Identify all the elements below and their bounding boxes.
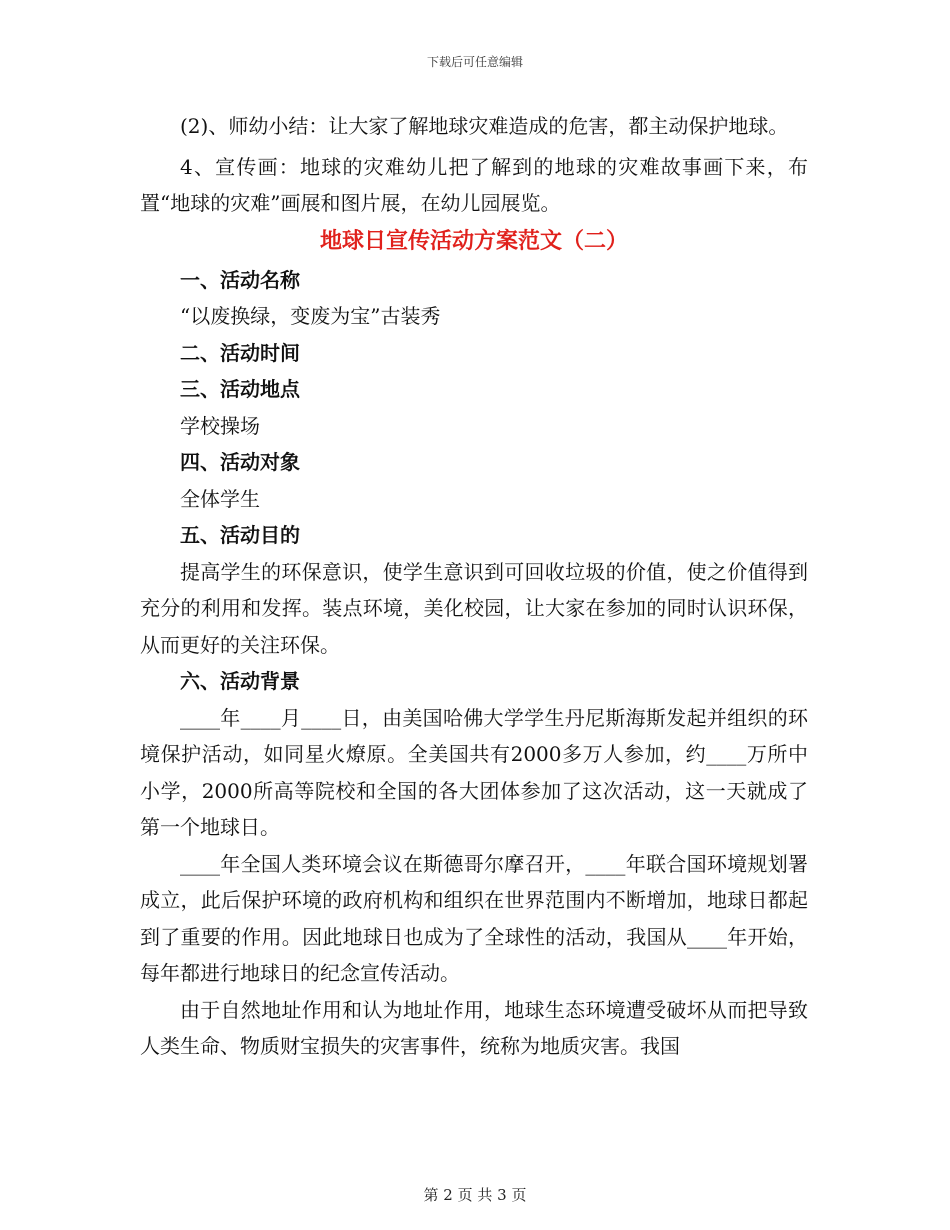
paragraph-summary: (2)、师幼小结：让大家了解地球灾难造成的危害，都主动保护地球。 (180, 114, 789, 138)
document-title: 地球日宣传活动方案范文（二） (319, 228, 628, 254)
background-paragraph-1: ____年____月____日，由美国哈佛大学学生丹尼斯海斯发起并组织的环境保护活动，如同星火燎原。全美国共有2000多万人参加，约____万所中小学，2000所高等院校和全国的各大团体参加了这次活动，这一天就成了第一个地球日。 (140, 705, 808, 839)
page-footer: 第 2 页 共 3 页 (423, 1186, 527, 1204)
background-paragraph-2: ____年全国人类环境会议在斯德哥尔摩召开，____年联合国环境规划署成立，此后保护环境的政府机构和组织在世界范围内不断增加，地球日都起到了重要的作用。因此地球日也成为了全球性的活动，我国从____年开始，每年都进行地球日的纪念宣传活动。 (140, 851, 808, 985)
section-heading-location: 三、活动地点 (180, 377, 300, 401)
section-heading-name: 一、活动名称 (180, 267, 300, 292)
section-text-purpose: 提高学生的环保意识，使学生意识到可回收垃圾的价值，使之价值得到充分的利用和发挥。装点环境，美化校园，让大家在参加的同时认识环保，从而更好的关注环保。 (140, 559, 808, 657)
document-body (140, 108, 808, 1065)
section-text-location: 学校操场 (180, 413, 260, 438)
section-heading-background: 六、活动背景 (180, 669, 300, 693)
section-heading-purpose: 五、活动目的 (180, 523, 300, 547)
paragraph-painting: 4、宣传画：地球的灾难幼儿把了解到的地球的灾难故事画下来，布置“地球的灾难”画展和图片展，在幼儿园展览。 (140, 154, 808, 215)
section-heading-time: 二、活动时间 (180, 340, 300, 365)
background-paragraph-3: 由于自然地址作用和认为地址作用，地球生态环境遭受破坏从而把导致人类生命、物质财宝损失的灾害事件，统称为地质灾害。我国 (140, 997, 808, 1058)
page-header: 下载后可任意编辑 (426, 55, 523, 69)
section-text-audience: 全体学生 (180, 486, 260, 511)
section-heading-audience: 四、活动对象 (180, 450, 300, 474)
section-text-name: “以废换绿，变废为宝”古装秀 (180, 304, 441, 328)
